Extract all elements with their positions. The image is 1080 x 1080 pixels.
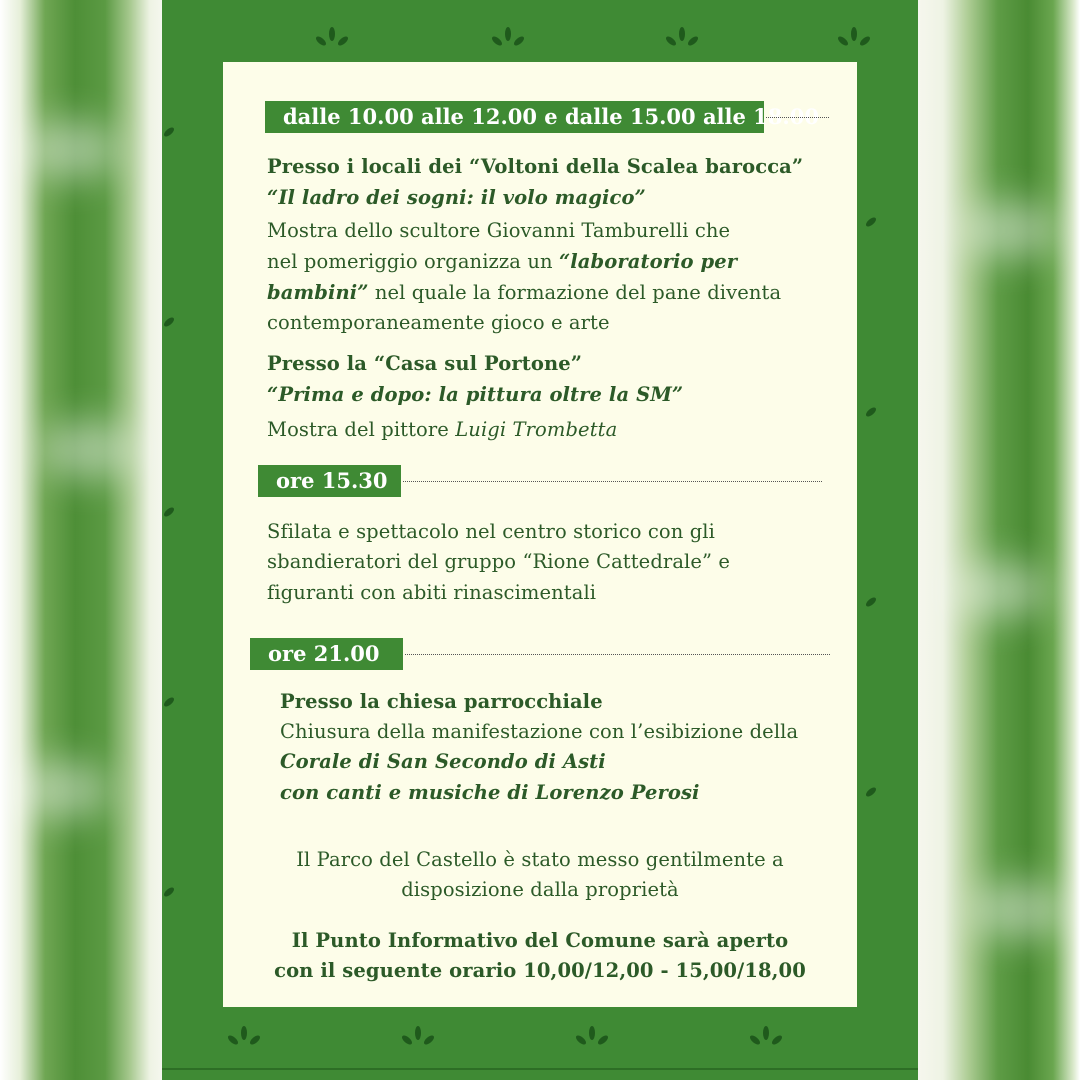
venue2-title: Presso la “Casa sul Portone” [267,352,583,375]
leaf-sprig-icon [160,690,180,712]
leaf-sprig-icon [160,120,180,142]
dotted-divider [405,654,830,655]
leaf-sprig-icon [398,1025,438,1047]
leaf-sprig-icon [862,590,882,612]
venue1-desc-line2: nel pomeriggio organizza un “laboratorio per [267,250,738,273]
leaf-sprig-icon [572,1025,612,1047]
dotted-divider [403,481,822,482]
evening-desc-line3: con canti e musiche di Lorenzo Perosi [280,781,700,804]
venue2-desc: Mostra del pittore Luigi Trombetta [267,418,618,441]
info-point-line2: con il seguente orario 10,00/12,00 - 15,00/18,00 [274,959,806,982]
evening-desc-line2: Corale di San Secondo di Asti [280,750,606,773]
time-banner-evening: ore 21.00 [250,638,403,670]
park-note-line2: disposizione dalla proprietà [401,878,679,901]
venue1-title: Presso i locali dei “Voltoni della Scalea barocca” [267,155,804,178]
leaf-sprig-icon [312,26,352,48]
right-blurred-background [918,0,1080,1080]
leaf-sprig-icon [862,780,882,802]
afternoon-desc-line2: sbandieratori del gruppo “Rione Cattedrale” e [267,550,731,573]
leaf-sprig-icon [160,880,180,902]
evening-desc-line1: Chiusura della manifestazione con l’esibizione della [280,720,799,743]
dotted-divider [766,117,829,118]
poster-bottom-line [162,1068,918,1070]
leaf-sprig-icon [224,1025,264,1047]
leaf-sprig-icon [488,26,528,48]
afternoon-desc-line3: figuranti con abiti rinascimentali [267,581,597,604]
afternoon-desc-line1: Sfilata e spettacolo nel centro storico con gli [267,520,715,543]
leaf-sprig-icon [662,26,702,48]
venue1-subtitle: “Il ladro dei sogni: il volo magico” [267,186,646,209]
leaf-sprig-icon [160,310,180,332]
venue1-desc-line3: bambini” nel quale la formazione del pane diventa [267,281,782,304]
venue1-desc-line4: contemporaneamente gioco e arte [267,311,610,334]
leaf-sprig-icon [160,500,180,522]
leaf-sprig-icon [746,1025,786,1047]
info-point-line1: Il Punto Informativo del Comune sarà aperto [291,929,789,952]
leaf-sprig-icon [862,210,882,232]
park-note-line1: Il Parco del Castello è stato messo gentilmente a [296,848,784,871]
leaf-sprig-icon [862,400,882,422]
evening-title: Presso la chiesa parrocchiale [280,690,603,713]
venue2-subtitle: “Prima e dopo: la pittura oltre la SM” [267,383,684,406]
leaf-sprig-icon [834,26,874,48]
time-banner-afternoon: ore 15.30 [258,465,401,497]
time-banner-morning: dalle 10.00 alle 12.00 e dalle 15.00 alle 18.00 [265,101,764,133]
venue1-desc-line1: Mostra dello scultore Giovanni Tamburelli che [267,219,731,242]
left-blurred-background [0,0,162,1080]
